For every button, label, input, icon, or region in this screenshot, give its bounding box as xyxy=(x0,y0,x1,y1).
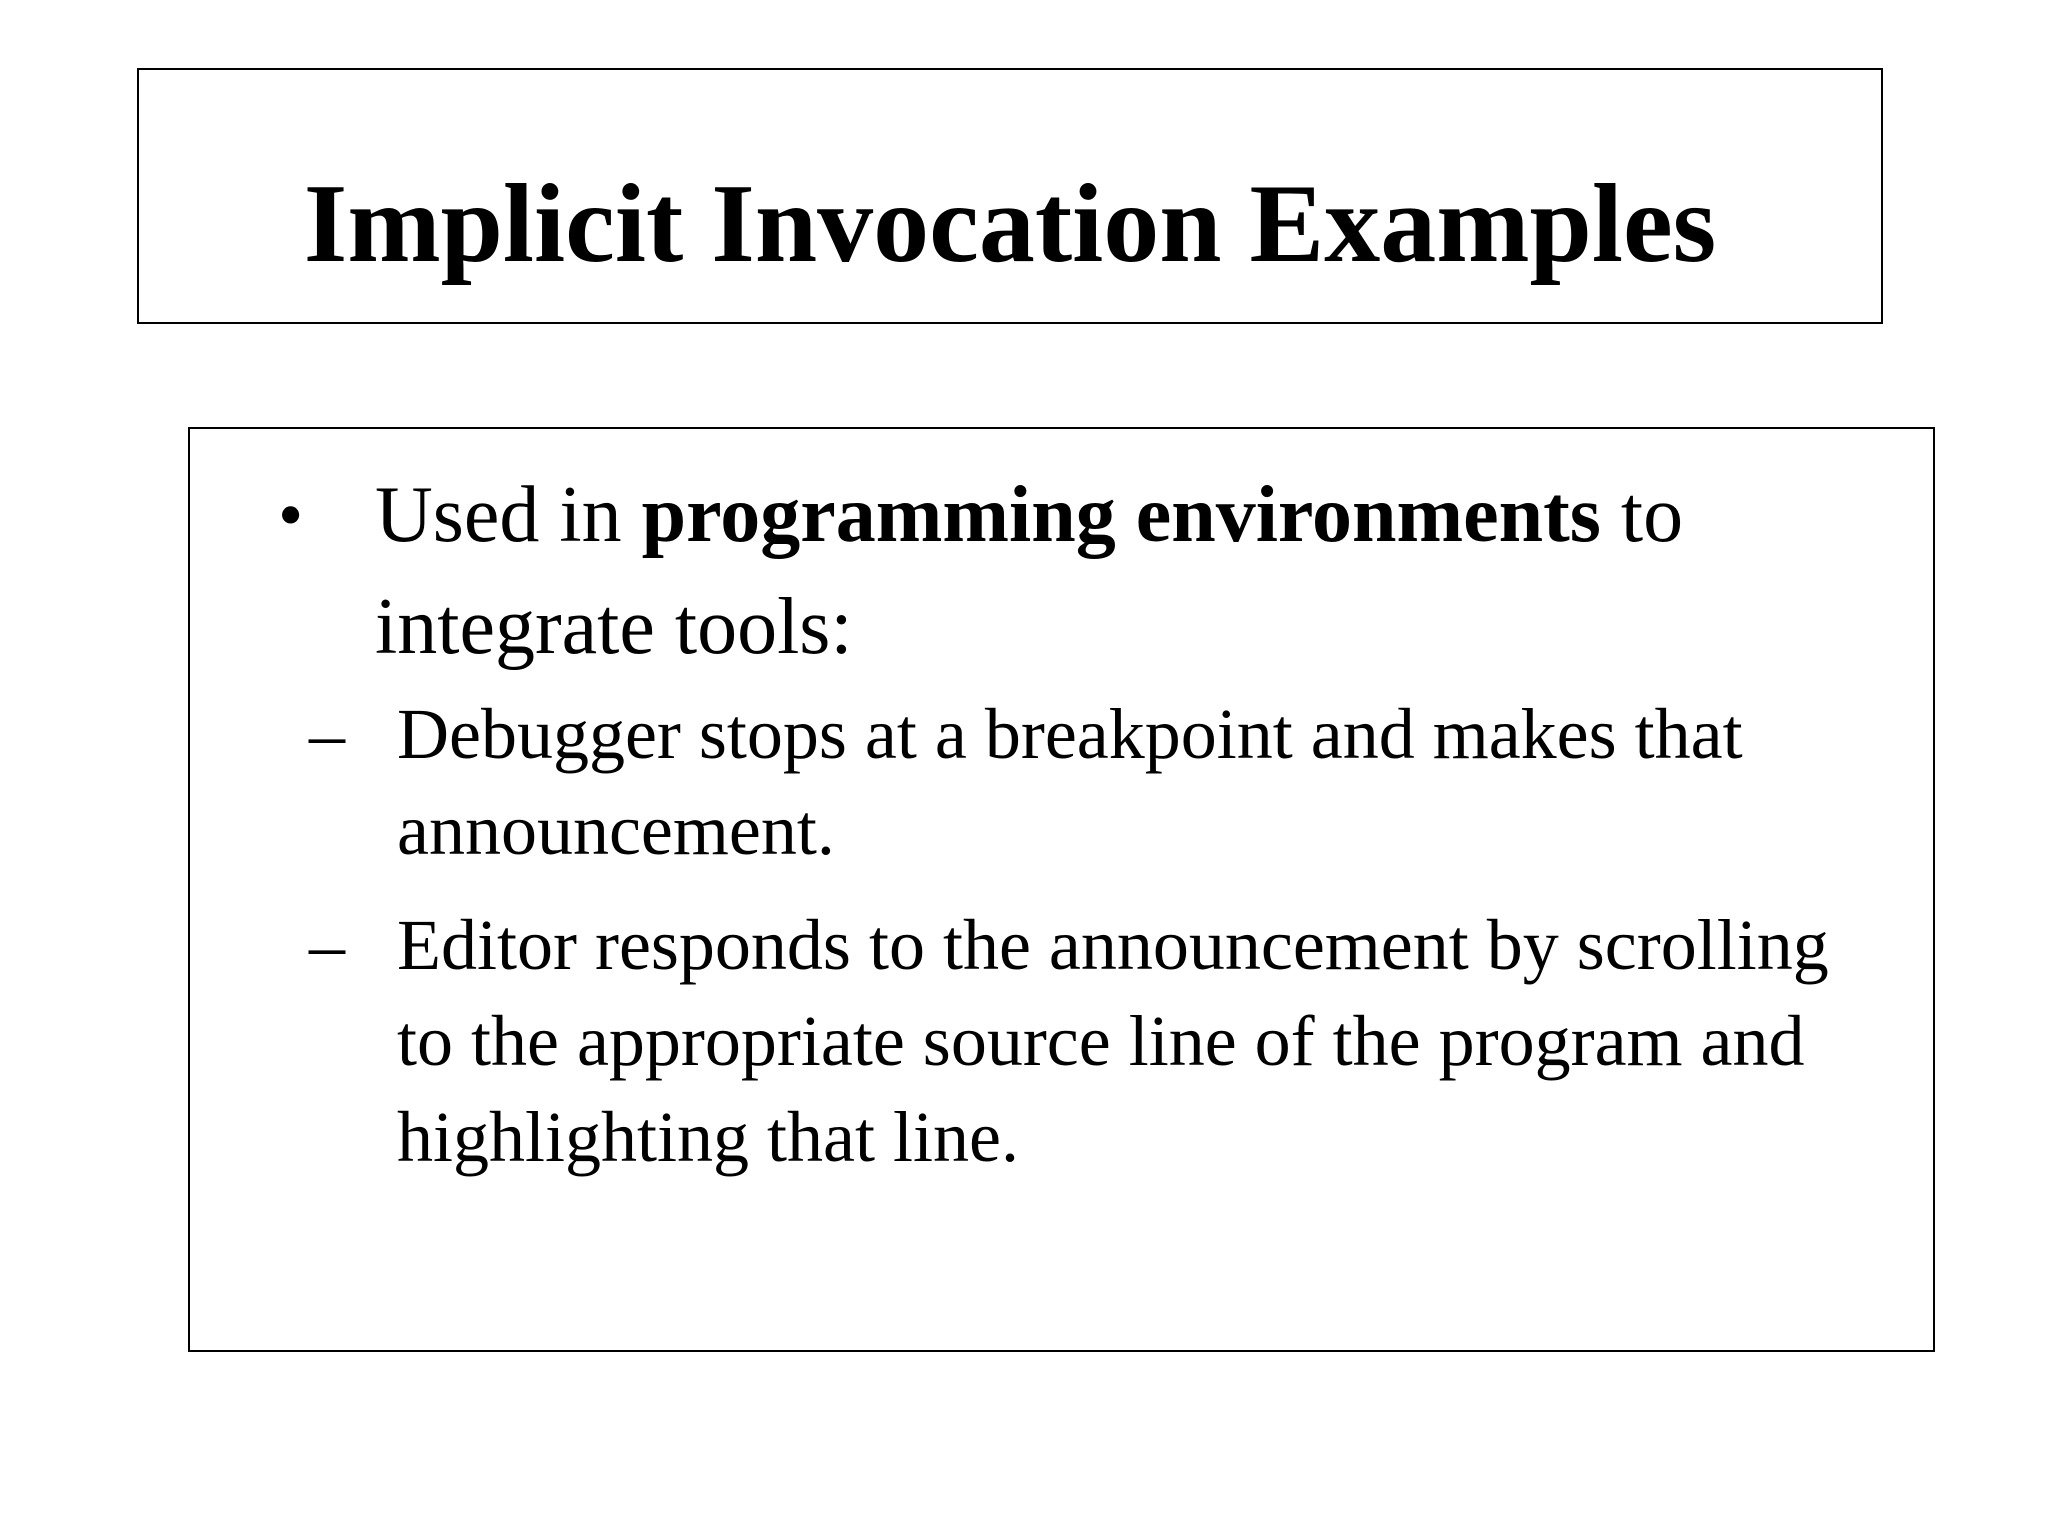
bullet-marker: • xyxy=(278,475,304,555)
sub-item-marker: – xyxy=(309,905,345,985)
sub-item-text: Editor responds to the announcement by scrolling to the appropriate source line of the program and highlighting that line. xyxy=(397,905,1829,1177)
bullet-text-bold: programming environments xyxy=(641,471,1601,559)
title-box xyxy=(137,68,1883,324)
bullet-text-after: to integrate tools: xyxy=(375,471,1684,671)
content-box xyxy=(188,427,1935,1352)
sub-item-marker: – xyxy=(309,694,345,774)
bullet-text xyxy=(375,459,1855,683)
bullet-text-before: Used in xyxy=(375,471,642,559)
slide-title: Implicit Invocation Examples xyxy=(303,162,1717,286)
sub-item-text: Debugger stops at a breakpoint and makes that announcement. xyxy=(397,694,1743,870)
